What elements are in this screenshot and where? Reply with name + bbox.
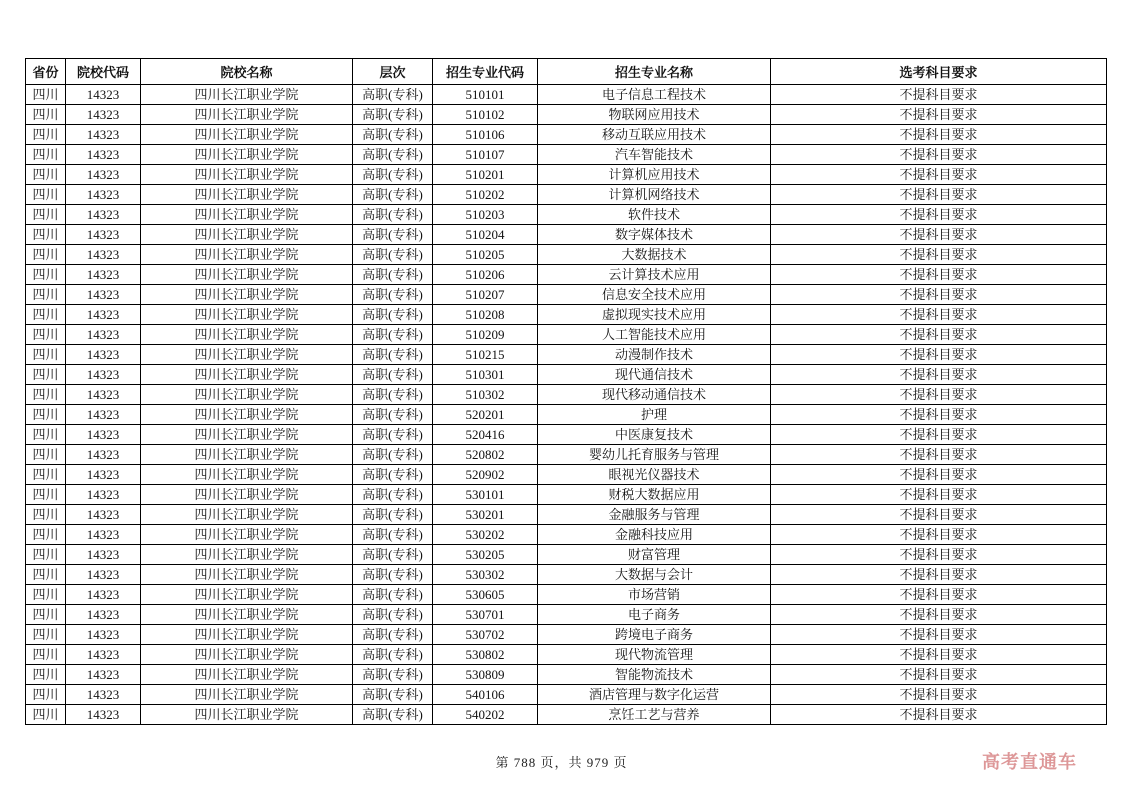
table-cell: 不提科目要求 <box>771 505 1107 525</box>
table-cell: 高职(专科) <box>353 145 433 165</box>
table-cell: 不提科目要求 <box>771 285 1107 305</box>
table-cell: 四川长江职业学院 <box>141 265 353 285</box>
table-cell: 中医康复技术 <box>538 425 771 445</box>
table-cell: 高职(专科) <box>353 485 433 505</box>
table-row <box>26 425 1107 445</box>
table-cell: 高职(专科) <box>353 365 433 385</box>
table-cell: 510302 <box>433 385 538 405</box>
table-cell: 14323 <box>66 485 141 505</box>
table-cell: 不提科目要求 <box>771 325 1107 345</box>
table-cell: 动漫制作技术 <box>538 345 771 365</box>
table-cell: 高职(专科) <box>353 245 433 265</box>
table-cell: 高职(专科) <box>353 505 433 525</box>
table-cell: 510106 <box>433 125 538 145</box>
table-row <box>26 325 1107 345</box>
table-cell: 四川 <box>26 465 66 485</box>
table-cell: 不提科目要求 <box>771 705 1107 725</box>
table-cell: 四川长江职业学院 <box>141 245 353 265</box>
table-cell: 510206 <box>433 265 538 285</box>
table-cell: 四川长江职业学院 <box>141 565 353 585</box>
table-cell: 不提科目要求 <box>771 385 1107 405</box>
table-row <box>26 145 1107 165</box>
table-cell: 530809 <box>433 665 538 685</box>
table-cell: 四川 <box>26 345 66 365</box>
table-cell: 四川长江职业学院 <box>141 285 353 305</box>
table-cell: 四川长江职业学院 <box>141 305 353 325</box>
table-cell: 四川长江职业学院 <box>141 505 353 525</box>
table-cell: 移动互联应用技术 <box>538 125 771 145</box>
table-cell: 不提科目要求 <box>771 125 1107 145</box>
table-cell: 四川 <box>26 285 66 305</box>
table-cell: 四川 <box>26 245 66 265</box>
table-cell: 四川 <box>26 125 66 145</box>
table-cell: 烹饪工艺与营养 <box>538 705 771 725</box>
table-cell: 14323 <box>66 305 141 325</box>
table-cell: 高职(专科) <box>353 465 433 485</box>
table-cell: 510107 <box>433 145 538 165</box>
table-cell: 四川长江职业学院 <box>141 465 353 485</box>
table-cell: 14323 <box>66 445 141 465</box>
table-row <box>26 685 1107 705</box>
table-cell: 不提科目要求 <box>771 145 1107 165</box>
table-cell: 高职(专科) <box>353 625 433 645</box>
table-cell: 14323 <box>66 685 141 705</box>
table-cell: 四川 <box>26 625 66 645</box>
table-row <box>26 305 1107 325</box>
table-cell: 电子商务 <box>538 605 771 625</box>
table-cell: 不提科目要求 <box>771 585 1107 605</box>
table-cell: 信息安全技术应用 <box>538 285 771 305</box>
table-row <box>26 205 1107 225</box>
table-cell: 14323 <box>66 705 141 725</box>
table-cell: 540202 <box>433 705 538 725</box>
table-cell: 高职(专科) <box>353 545 433 565</box>
table-cell: 四川 <box>26 105 66 125</box>
table-cell: 高职(专科) <box>353 705 433 725</box>
table-row <box>26 705 1107 725</box>
table-cell: 金融科技应用 <box>538 525 771 545</box>
page-number-indicator: 第 788 页，共 979 页 <box>495 755 628 770</box>
table-cell: 四川长江职业学院 <box>141 165 353 185</box>
table-cell: 智能物流技术 <box>538 665 771 685</box>
table-cell: 不提科目要求 <box>771 565 1107 585</box>
table-cell: 四川长江职业学院 <box>141 645 353 665</box>
table-cell: 四川 <box>26 385 66 405</box>
table-cell: 电子信息工程技术 <box>538 85 771 105</box>
table-row <box>26 225 1107 245</box>
table-cell: 14323 <box>66 245 141 265</box>
table-cell: 14323 <box>66 405 141 425</box>
table-cell: 四川 <box>26 305 66 325</box>
table-cell: 财税大数据应用 <box>538 485 771 505</box>
table-cell: 婴幼儿托育服务与管理 <box>538 445 771 465</box>
table-cell: 四川长江职业学院 <box>141 485 353 505</box>
table-cell: 530802 <box>433 645 538 665</box>
column-header: 层次 <box>353 59 433 85</box>
table-cell: 四川 <box>26 205 66 225</box>
table-row <box>26 245 1107 265</box>
table-cell: 14323 <box>66 605 141 625</box>
table-row <box>26 405 1107 425</box>
table-cell: 不提科目要求 <box>771 485 1107 505</box>
table-cell: 520802 <box>433 445 538 465</box>
table-cell: 四川 <box>26 325 66 345</box>
table-cell: 四川 <box>26 505 66 525</box>
table-cell: 四川长江职业学院 <box>141 385 353 405</box>
table-row <box>26 105 1107 125</box>
table-cell: 530205 <box>433 545 538 565</box>
table-cell: 530201 <box>433 505 538 525</box>
table-cell: 14323 <box>66 105 141 125</box>
admissions-table <box>25 58 1107 725</box>
column-header: 省份 <box>26 59 66 85</box>
table-row <box>26 545 1107 565</box>
table-row <box>26 285 1107 305</box>
table-cell: 高职(专科) <box>353 265 433 285</box>
table-cell: 四川长江职业学院 <box>141 125 353 145</box>
table-cell: 四川长江职业学院 <box>141 525 353 545</box>
table-cell: 四川 <box>26 405 66 425</box>
table-cell: 510204 <box>433 225 538 245</box>
table-cell: 高职(专科) <box>353 585 433 605</box>
column-header: 选考科目要求 <box>771 59 1107 85</box>
table-row <box>26 265 1107 285</box>
table-cell: 高职(专科) <box>353 305 433 325</box>
table-cell: 14323 <box>66 565 141 585</box>
table-cell: 高职(专科) <box>353 665 433 685</box>
table-cell: 四川长江职业学院 <box>141 225 353 245</box>
table-row <box>26 565 1107 585</box>
table-row <box>26 445 1107 465</box>
table-cell: 四川 <box>26 585 66 605</box>
table-row <box>26 185 1107 205</box>
table-cell: 高职(专科) <box>353 325 433 345</box>
table-cell: 四川长江职业学院 <box>141 345 353 365</box>
table-cell: 四川 <box>26 265 66 285</box>
table-cell: 护理 <box>538 405 771 425</box>
table-cell: 四川 <box>26 485 66 505</box>
table-cell: 四川长江职业学院 <box>141 685 353 705</box>
table-row <box>26 345 1107 365</box>
table-cell: 物联网应用技术 <box>538 105 771 125</box>
table-cell: 高职(专科) <box>353 105 433 125</box>
table-cell: 510203 <box>433 205 538 225</box>
table-cell: 金融服务与管理 <box>538 505 771 525</box>
table-cell: 不提科目要求 <box>771 305 1107 325</box>
table-cell: 不提科目要求 <box>771 685 1107 705</box>
table-cell: 四川长江职业学院 <box>141 405 353 425</box>
table-cell: 市场营销 <box>538 585 771 605</box>
table-cell: 软件技术 <box>538 205 771 225</box>
page-footer <box>0 748 1123 774</box>
table-cell: 四川 <box>26 545 66 565</box>
table-cell: 人工智能技术应用 <box>538 325 771 345</box>
table-cell: 高职(专科) <box>353 345 433 365</box>
table-cell: 四川 <box>26 525 66 545</box>
table-cell: 现代物流管理 <box>538 645 771 665</box>
table-cell: 高职(专科) <box>353 445 433 465</box>
table-cell: 不提科目要求 <box>771 545 1107 565</box>
table-cell: 四川长江职业学院 <box>141 625 353 645</box>
table-cell: 510209 <box>433 325 538 345</box>
table-cell: 高职(专科) <box>353 85 433 105</box>
table-cell: 不提科目要求 <box>771 345 1107 365</box>
table-cell: 计算机网络技术 <box>538 185 771 205</box>
table-cell: 14323 <box>66 345 141 365</box>
table-row <box>26 665 1107 685</box>
table-cell: 四川长江职业学院 <box>141 605 353 625</box>
table-cell: 高职(专科) <box>353 165 433 185</box>
table-cell: 14323 <box>66 505 141 525</box>
table-cell: 14323 <box>66 325 141 345</box>
table-cell: 不提科目要求 <box>771 445 1107 465</box>
table-cell: 14323 <box>66 165 141 185</box>
table-cell: 财富管理 <box>538 545 771 565</box>
table-cell: 酒店管理与数字化运营 <box>538 685 771 705</box>
table-cell: 高职(专科) <box>353 605 433 625</box>
table-cell: 高职(专科) <box>353 525 433 545</box>
table-cell: 四川 <box>26 85 66 105</box>
table-cell: 14323 <box>66 625 141 645</box>
brand-watermark: 高考直通车 <box>982 752 1077 772</box>
table-cell: 14323 <box>66 465 141 485</box>
table-cell: 四川 <box>26 445 66 465</box>
table-cell: 14323 <box>66 265 141 285</box>
table-cell: 四川长江职业学院 <box>141 705 353 725</box>
table-cell: 四川 <box>26 185 66 205</box>
table-cell: 不提科目要求 <box>771 625 1107 645</box>
table-cell: 510101 <box>433 85 538 105</box>
header-row <box>26 59 1107 85</box>
table-cell: 高职(专科) <box>353 385 433 405</box>
table-cell: 四川 <box>26 365 66 385</box>
table-cell: 四川 <box>26 165 66 185</box>
table-row <box>26 605 1107 625</box>
table-row <box>26 365 1107 385</box>
table-cell: 14323 <box>66 225 141 245</box>
table-cell: 四川长江职业学院 <box>141 105 353 125</box>
table-header <box>26 59 1107 85</box>
table-cell: 不提科目要求 <box>771 265 1107 285</box>
table-cell: 高职(专科) <box>353 565 433 585</box>
table-cell: 高职(专科) <box>353 125 433 145</box>
table-cell: 14323 <box>66 85 141 105</box>
table-cell: 跨境电子商务 <box>538 625 771 645</box>
table-cell: 510201 <box>433 165 538 185</box>
table-cell: 四川长江职业学院 <box>141 365 353 385</box>
table-cell: 14323 <box>66 205 141 225</box>
table-cell: 高职(专科) <box>353 425 433 445</box>
table-cell: 不提科目要求 <box>771 225 1107 245</box>
table-cell: 四川 <box>26 685 66 705</box>
table-cell: 数字媒体技术 <box>538 225 771 245</box>
table-cell: 四川 <box>26 225 66 245</box>
table-cell: 不提科目要求 <box>771 605 1107 625</box>
table-cell: 四川 <box>26 565 66 585</box>
table-cell: 530702 <box>433 625 538 645</box>
table-cell: 不提科目要求 <box>771 425 1107 445</box>
table-cell: 14323 <box>66 285 141 305</box>
table-cell: 14323 <box>66 385 141 405</box>
column-header: 院校名称 <box>141 59 353 85</box>
table-cell: 四川长江职业学院 <box>141 445 353 465</box>
table-cell: 四川长江职业学院 <box>141 205 353 225</box>
table-row <box>26 645 1107 665</box>
table-cell: 540106 <box>433 685 538 705</box>
table-cell: 不提科目要求 <box>771 645 1107 665</box>
table-row <box>26 505 1107 525</box>
table-cell: 14323 <box>66 425 141 445</box>
table-cell: 14323 <box>66 525 141 545</box>
table-cell: 计算机应用技术 <box>538 165 771 185</box>
table-cell: 四川长江职业学院 <box>141 85 353 105</box>
table-cell: 四川长江职业学院 <box>141 325 353 345</box>
table-cell: 现代移动通信技术 <box>538 385 771 405</box>
table-cell: 高职(专科) <box>353 685 433 705</box>
table-cell: 530101 <box>433 485 538 505</box>
table-cell: 不提科目要求 <box>771 245 1107 265</box>
table-cell: 四川 <box>26 425 66 445</box>
table-row <box>26 465 1107 485</box>
table-cell: 不提科目要求 <box>771 465 1107 485</box>
table-cell: 不提科目要求 <box>771 365 1107 385</box>
table-cell: 四川长江职业学院 <box>141 545 353 565</box>
table-cell: 530302 <box>433 565 538 585</box>
table-cell: 14323 <box>66 145 141 165</box>
table-cell: 四川 <box>26 605 66 625</box>
table-cell: 510301 <box>433 365 538 385</box>
table-cell: 四川长江职业学院 <box>141 185 353 205</box>
table-cell: 四川 <box>26 145 66 165</box>
column-header: 院校代码 <box>66 59 141 85</box>
table-cell: 四川 <box>26 705 66 725</box>
table-cell: 大数据技术 <box>538 245 771 265</box>
table-cell: 510208 <box>433 305 538 325</box>
table-cell: 虚拟现实技术应用 <box>538 305 771 325</box>
table-cell: 不提科目要求 <box>771 665 1107 685</box>
table-cell: 高职(专科) <box>353 645 433 665</box>
table-cell: 530605 <box>433 585 538 605</box>
table-cell: 不提科目要求 <box>771 525 1107 545</box>
table-cell: 高职(专科) <box>353 205 433 225</box>
table-cell: 眼视光仪器技术 <box>538 465 771 485</box>
table-cell: 510102 <box>433 105 538 125</box>
table-row <box>26 125 1107 145</box>
table-cell: 14323 <box>66 125 141 145</box>
table-row <box>26 165 1107 185</box>
table-cell: 高职(专科) <box>353 225 433 245</box>
table-cell: 510202 <box>433 185 538 205</box>
table-cell: 不提科目要求 <box>771 405 1107 425</box>
table-cell: 14323 <box>66 185 141 205</box>
table-cell: 四川长江职业学院 <box>141 145 353 165</box>
table-row <box>26 525 1107 545</box>
table-cell: 云计算技术应用 <box>538 265 771 285</box>
table-cell: 510205 <box>433 245 538 265</box>
table-cell: 四川 <box>26 645 66 665</box>
table-row <box>26 625 1107 645</box>
table-cell: 14323 <box>66 645 141 665</box>
table-cell: 四川长江职业学院 <box>141 585 353 605</box>
table-cell: 不提科目要求 <box>771 165 1107 185</box>
table-cell: 高职(专科) <box>353 185 433 205</box>
table-cell: 520902 <box>433 465 538 485</box>
column-header: 招生专业代码 <box>433 59 538 85</box>
table-cell: 14323 <box>66 545 141 565</box>
column-header: 招生专业名称 <box>538 59 771 85</box>
table-cell: 不提科目要求 <box>771 205 1107 225</box>
table-row <box>26 585 1107 605</box>
table-cell: 14323 <box>66 365 141 385</box>
table-cell: 现代通信技术 <box>538 365 771 385</box>
table-cell: 四川长江职业学院 <box>141 425 353 445</box>
table-cell: 530202 <box>433 525 538 545</box>
table-cell: 520201 <box>433 405 538 425</box>
table-row <box>26 485 1107 505</box>
table-cell: 14323 <box>66 585 141 605</box>
table-cell: 510207 <box>433 285 538 305</box>
table-cell: 四川长江职业学院 <box>141 665 353 685</box>
table-cell: 510215 <box>433 345 538 365</box>
table-cell: 汽车智能技术 <box>538 145 771 165</box>
table-cell: 530701 <box>433 605 538 625</box>
table-cell: 四川 <box>26 665 66 685</box>
table-cell: 高职(专科) <box>353 285 433 305</box>
table-cell: 不提科目要求 <box>771 185 1107 205</box>
table-cell: 高职(专科) <box>353 405 433 425</box>
table-cell: 大数据与会计 <box>538 565 771 585</box>
table-cell: 不提科目要求 <box>771 105 1107 125</box>
table-row <box>26 85 1107 105</box>
table-cell: 不提科目要求 <box>771 85 1107 105</box>
table-cell: 520416 <box>433 425 538 445</box>
table-row <box>26 385 1107 405</box>
table-cell: 14323 <box>66 665 141 685</box>
